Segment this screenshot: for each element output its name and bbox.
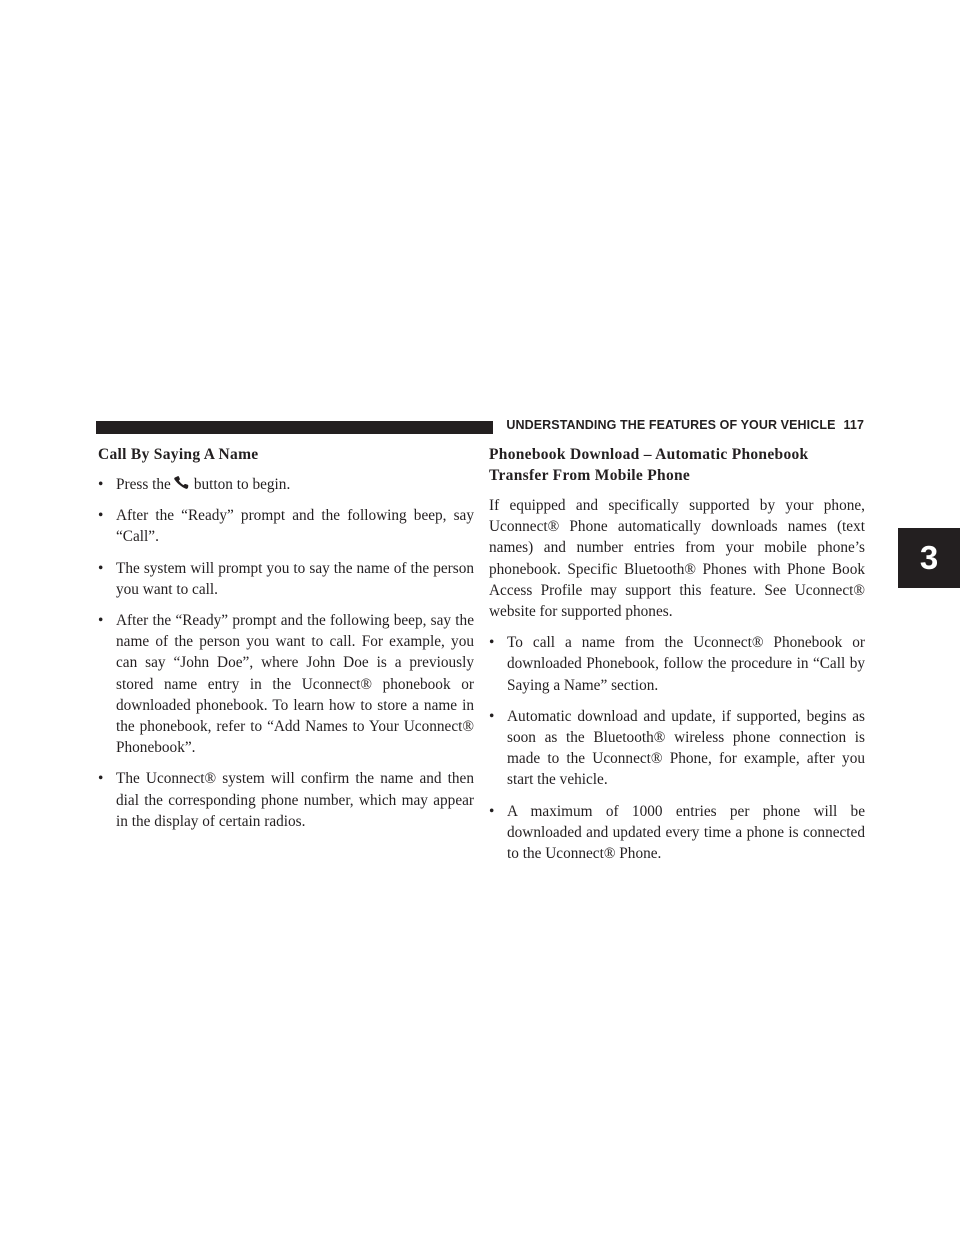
running-header xyxy=(506,418,864,432)
list-item xyxy=(489,632,865,696)
bullet-icon: • xyxy=(98,770,104,788)
section-heading-call-by-name: Call By Saying A Name xyxy=(98,446,259,463)
instruction-list xyxy=(98,474,474,832)
right-column xyxy=(489,444,865,874)
press-text-after: button to begin. xyxy=(193,476,291,493)
list-item xyxy=(98,474,474,495)
bullet-icon: • xyxy=(98,559,104,577)
header-rule-bar xyxy=(96,421,493,434)
list-item-text: After the “Ready” prompt and the following beep, say “Call”. xyxy=(116,507,474,546)
list-item xyxy=(98,505,474,547)
bullet-icon: • xyxy=(489,707,495,725)
bullet-icon: • xyxy=(98,507,104,525)
list-item-text: To call a name from the Uconnect® Phonebook or downloaded Phonebook, follow the procedure in “Call by Saying a Name” section. xyxy=(507,634,865,694)
list-item xyxy=(98,610,474,758)
feature-list xyxy=(489,632,865,864)
list-item-text: The system will prompt you to say the name of the person you want to call. xyxy=(116,559,474,598)
bullet-icon: • xyxy=(489,802,495,820)
bullet-icon: • xyxy=(98,476,104,493)
bullet-icon: • xyxy=(489,634,495,652)
list-item xyxy=(489,706,865,791)
section-heading-phonebook-download: Phonebook Download – Automatic Phonebook Transfer From Mobile Phone xyxy=(489,446,809,484)
phone-icon xyxy=(173,476,193,490)
list-item xyxy=(98,558,474,600)
list-item-text: Automatic download and update, if supported, begins as soon as the Bluetooth® wireless phone connection is made to the Uconnect® Phone, for example, after you start the vehicle. xyxy=(507,707,865,789)
section-title: UNDERSTANDING THE FEATURES OF YOUR VEHICLE xyxy=(506,418,836,432)
page-number: 117 xyxy=(843,418,864,432)
list-item-text: The Uconnect® system will confirm the name and then dial the corresponding phone number, which may appear in the display of certain radios. xyxy=(116,770,474,830)
list-item xyxy=(98,768,474,832)
left-column xyxy=(98,444,474,842)
intro-paragraph: If equipped and specifically supported by your phone, Uconnect® Phone automatically downloads names (text names) and number entries from your mobile phone’s phonebook. Specific Bluetooth® Phones with Phone Book Access Profile may support this feature. See Uconnect® website for supported phones. xyxy=(489,497,865,621)
chapter-tab: 3 xyxy=(898,528,960,588)
list-item xyxy=(489,801,865,865)
bullet-icon: • xyxy=(98,612,104,630)
list-item-text: After the “Ready” prompt and the following beep, say the name of the person you want to call. For example, you can say “John Doe”, where John Doe is a previously stored name entry in the Uconnect® phonebook or downloaded phonebook. To learn how to store a name in the phonebook, refer to “Add Names to Your Uconnect® Phonebook”. xyxy=(116,612,474,757)
press-text-before: Press the xyxy=(116,476,171,493)
list-item-text: A maximum of 1000 entries per phone will be downloaded and updated every time a phone is connected to the Uconnect® Phone. xyxy=(507,802,865,863)
